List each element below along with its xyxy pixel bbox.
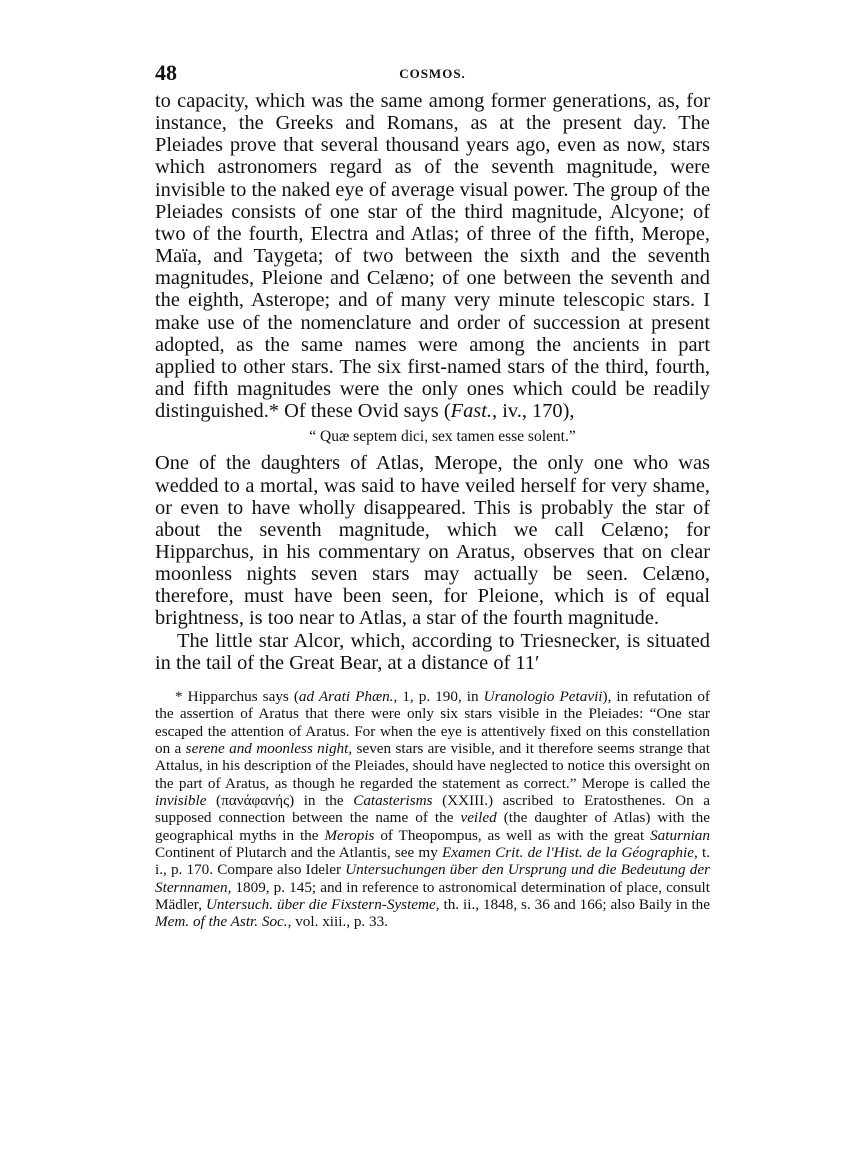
- footnote-segment: ), in refutation of the assertion of Aratus that there were only six stars visible in the Pleiades: “One star escaped the attention of Aratus. For when the eye is attentively fixed on this constellation on a: [155, 687, 710, 757]
- footnote-segment: , th. ii., 1848, s. 36 and 166; also Baily in the: [435, 896, 711, 914]
- paragraph-1-text: to capacity, which was the same among former generations, as, for instance, the Greeks and Romans, as at the present day. The Pleiades prove that several thousand years ago, even as now, stars which astronomers regard as of the seventh magnitude, were invisible to the naked eye of average visual power. The group of the Pleiades consists of one star of the third magnitude, Alcyone; of two of the fourth, Electra and Atlas; of three of the fifth, Merope, Maïa, and Taygeta; of two between the sixth and the seventh magnitudes, Pleione and Celæno; of one between the seventh and the eighth, Asterope; and of many very minute telescopic stars. I make use of the nomenclature and order of succession at present adopted, as the same names were among the ancients in part applied to other stars. The six first-named stars of the third, fourth, and fifth magnitudes were the only ones which could be readily distinguished.* Of these Ovid says (: [155, 90, 710, 423]
- footnote-segment: (XXIII.) ascribed to Eratosthenes. On a supposed connection between the name of the: [155, 791, 710, 827]
- footnote: [155, 688, 710, 931]
- footnote-citation: Uranologio Petavii: [483, 687, 603, 705]
- footnote-segment: (the daughter of Atlas) with the geographical myths in the: [155, 809, 710, 844]
- footnote-emphasis: serene and moonless night: [185, 739, 349, 757]
- footnote-text: [155, 688, 710, 931]
- footnote-segment: * Hipparchus says (: [175, 687, 299, 705]
- footnote-segment: , 1809, p. 145; and in reference to astronomical determination of place, consult Mädler,: [155, 878, 710, 914]
- body-text: [155, 90, 710, 422]
- footnote-emphasis: veiled: [460, 809, 497, 827]
- latin-quotation: “ Quæ septem dici, sex tamen esse solent.”: [309, 428, 576, 446]
- footnote-citation: Examen Crit. de l'Hist. de la Géographie: [442, 844, 694, 861]
- footnote-citation: Catasterisms: [353, 791, 433, 809]
- footnote-segment: , vol. xiii., p. 33.: [287, 913, 389, 931]
- running-title: COSMOS.: [399, 66, 466, 81]
- footnote-segment: , 1, p. 190, in: [393, 687, 484, 705]
- paragraph-1: [155, 90, 710, 422]
- paragraph-1-tail: , iv., 170),: [492, 400, 575, 423]
- footnote-citation: Untersuch. über die Fixstern-Systeme: [205, 896, 436, 914]
- page-number: 48: [155, 60, 177, 85]
- footnote-citation: ad Arati Phæn.: [298, 687, 394, 705]
- footnote-emphasis: invisible: [155, 791, 207, 809]
- body-text-continued: [155, 452, 710, 674]
- footnote-segment: Continent of Plutarch and the Atlantis, see my: [155, 844, 443, 861]
- running-head: [155, 60, 710, 90]
- fasti-title: Fast.: [450, 400, 492, 423]
- footnote-segment: , t. i., p. 170. Compare also Ideler: [155, 844, 710, 879]
- footnote-segment: (πανάφανής) in the: [206, 791, 354, 809]
- footnote-emphasis: Saturnian: [650, 826, 710, 844]
- footnote-citation: Meropis: [324, 826, 375, 844]
- paragraph-2: One of the daughters of Atlas, Merope, the only one who was wedded to a mortal, was said to have veiled herself for very shame, or even to have wholly disappeared. This is probably the star of about the seventh magnitude, which we call Celæno; for Hipparchus, in his commentary on Aratus, observes that on clear moonless nights seven stars may actually be seen. Celæno, therefore, must have been seen, for Pleione, which is of equal brightness, is too near to Atlas, a star of the fourth magnitude.: [155, 452, 710, 630]
- footnote-segment: , seven stars are visible, and it therefore seems strange that Attalus, in his description of the Pleiades, should have neglected to notice this oversight on the part of Aratus, as though he regarded the statement as correct.” Merope is called the: [155, 739, 710, 792]
- footnote-citation: Mem. of the Astr. Soc.: [155, 913, 288, 931]
- paragraph-3: The little star Alcor, which, according to Triesnecker, is situated in the tail of the Great Bear, at a distance of 11′: [155, 629, 710, 674]
- footnote-segment: of Theopompus, as well as with the great: [374, 826, 651, 844]
- book-page: [155, 60, 710, 931]
- footnote-citation: Untersuchungen über den Ursprung und die Bedeutung der Sternnamen: [155, 861, 711, 896]
